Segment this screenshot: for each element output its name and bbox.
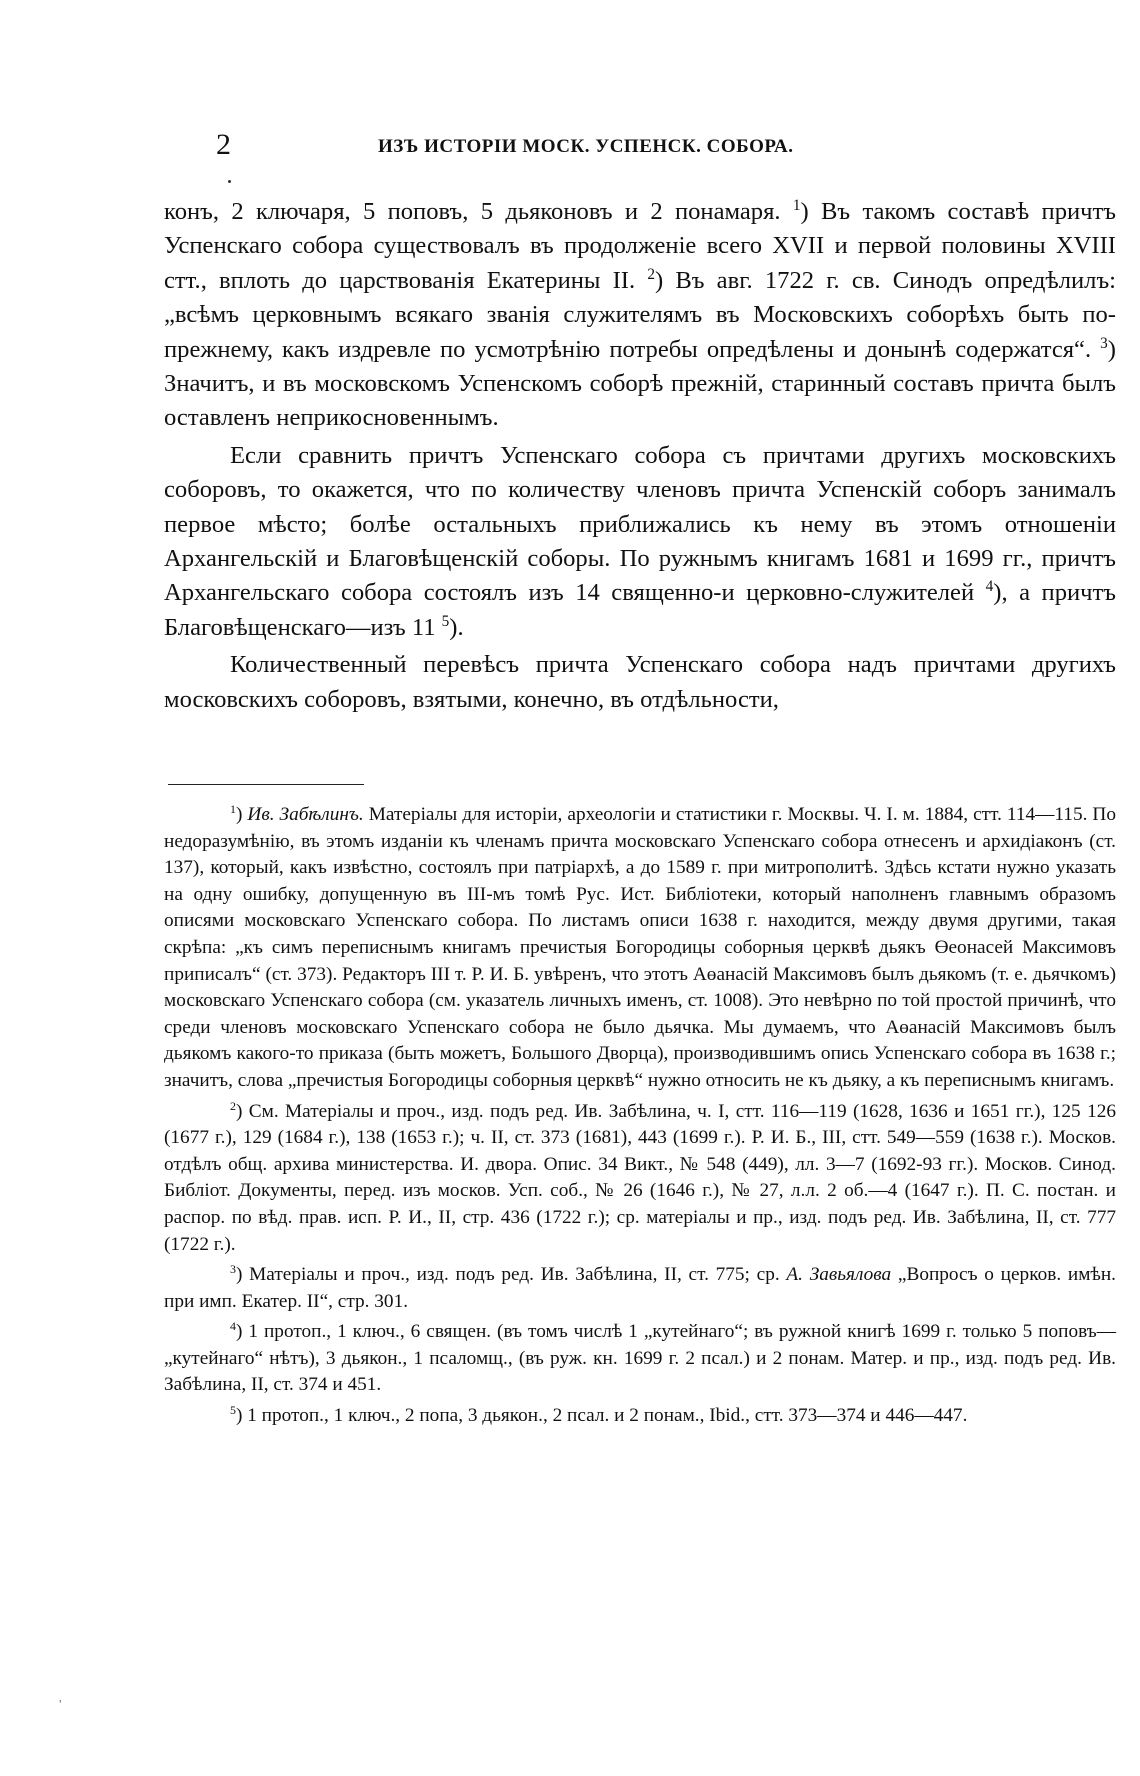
paragraph-3: Количественный перевѣсъ причта Успенскаго собора надъ причтами другихъ московскихъ соборовъ, взятыми, конечно, въ отдѣльности, (164, 651, 1116, 713)
footnotes (164, 802, 1116, 1434)
footnote-divider (168, 784, 364, 785)
footnote-4: $^4$) 1 протоп., 1 ключ., 6 священ. (въ томъ числѣ 1 „кутейнаго“; въ ружной книгѣ 1699 г. только 5 поповъ—„кутейнаго“ нѣтъ), 3 дьякон., 1 псаломщ., (въ руж. кн. 1699 г. 2 псал.) и 2 понам. Матер. и пр., изд. подъ ред. Ив. Забѣлина, II, ст. 374 и 451. (164, 1319, 1116, 1396)
paragraph-1: конъ, 2 ключаря, 5 поповъ, 5 дьяконовъ и 2 понамаря. $^1$) Въ такомъ составѣ причтъ Успенскаго собора существовалъ въ продолженіе всего XVII и первой половины XVIII стт., вплоть до царствованія Екатерины II. $^2$) Въ авг. 1722 г. св. Синодъ опредѣлилъ: „всѣмъ церковнымъ всякаго званія служителямъ въ Московскихъ соборѣхъ быть по-прежнему, какъ издревле по усмотрѣнію потребы опредѣлены и донынѣ содержатся“. $^3$) Значитъ, и въ московскомъ Успенскомъ соборѣ прежній, старинный составъ причта былъ оставленъ неприкосновеннымъ. (164, 196, 1116, 432)
footnote-1-author: Ив. Забѣлинъ. (247, 804, 364, 825)
footnote-ref-4: 4 (985, 578, 994, 596)
footnote-ref-3: 3 (1100, 334, 1108, 352)
main-text (164, 195, 1116, 717)
print-speck (228, 180, 231, 183)
footnote-ref-5: 5 (441, 612, 450, 630)
paragraph-2: Если сравнить причтъ Успенскаго собора съ причтами другихъ московскихъ соборовъ, то окажется, что по количеству членовъ причта Успенскій соборъ занималъ первое мѣсто; болѣе остальныхъ приближались къ нему въ этомъ отношеніи Архангельскій и Благовѣщенскій соборы. По ружнымъ книгамъ 1681 и 1699 гг., причтъ Архангельскаго собора состоялъ изъ 14 священно-и церковно-служителей $^4$), а причтъ Благовѣщенскаго—изъ 11 $^5$). (164, 441, 1116, 641)
running-head: ИЗЪ ИСТОРІИ МОСК. УСПЕНСК. СОБОРА. (378, 136, 794, 157)
footnote-5: $^5$) 1 протоп., 1 ключ., 2 попа, 3 дьякон., 2 псал. и 2 понам., Ibid., стт. 373—374 и 446—447. (230, 1402, 968, 1427)
footnote-3-author: А. Завьялова (786, 1264, 892, 1286)
footnote-ref-1: 1 (792, 196, 801, 214)
footnote-2: $^2$) См. Матеріалы и проч., изд. подъ ред. Ив. Забѣлина, ч. I, стт. 116—119 (1628, 1636 и 1651 гг.), 125 126 (1677 г.), 129 (1684 г.), 138 (1653 г.); ч. II, ст. 373 (1681), 443 (1699 г.). Р. И. Б., III, стт. 549—559 (1638 г.). Москов. отдѣлъ общ. архива министерства. И. двора. Опис. 34 Викт., № 548 (449), лл. 3—7 (1692-93 гг.). Москов. Синод. Библіот. Документы, перед. изъ москов. Усп. соб., № 26 (1646 г.), № 27, л.л. 2 об.—4 (1647 г.). П. С. постан. и распор. по вѣд. прав. исп. Р. И., II, стр. 436 (1722 г.); ср. матеріалы и пр., изд. подъ ред. Ив. Забѣлина, II, ст. 777 (1722 г.). (164, 1098, 1116, 1255)
footnote-1: $^1$) Ив. Забѣлинъ. Матеріалы для исторіи, археологіи и статистики г. Москвы. Ч. I. м. 1884, стт. 114—115. По недоразумѣнію, въ этомъ изданіи къ членамъ причта московскаго Успенскаго собора отнесенъ и архидіаконъ (ст. 137), который, какъ извѣстно, состоялъ при патріархѣ, а до 1589 г. при митрополитѣ. Здѣсь кстати нужно указать на одну ошибку, допущенную въ III-мъ томѣ Рус. Ист. Библіотеки, который наполненъ главнымъ образомъ описями московскаго Успенскаго собора. По листамъ описи 1638 г. находится, между двумя другими, такая скрѣпа: „къ симъ переписнымъ книгамъ пречистыя Богородицы соборныя церквѣ дьякъ Өеонасей Максимовъ приписалъ“ (ст. 373). Редакторъ III т. Р. И. Б. увѣренъ, что этотъ Аөанасій Максимовъ былъ дьякомъ (т. е. дьячкомъ) московскаго Успенскаго собора (см. указатель личныхъ именъ, ст. 1008). Это невѣрно по той простой причинѣ, что среди членовъ московскаго Успенскаго собора не было дьячка. Мы думаемъ, что Аөанасій Максимовъ былъ дьякомъ какого-то приказа (быть можетъ, Большого Дворца), производившимъ опись Успенскаго собора въ 1638 г.; значитъ, слова „пречистыя Богородицы соборныя церквѣ“ нужно относить не къ дьяку, а къ переписнымъ книгамъ. (164, 801, 1116, 1091)
margin-mark: ˒ (58, 1692, 63, 1707)
page-header (0, 128, 1140, 168)
footnote-ref-2: 2 (647, 265, 655, 283)
page-number: 2 (216, 128, 231, 161)
footnote-3: $^3$) Матеріалы и проч., изд. подъ ред. Ив. Забѣлина, II, ст. 775; ср. А. Завьялова „Вопросъ о церков. имѣн. при имп. Екатер. II“, стр. 301. (164, 1261, 1117, 1312)
